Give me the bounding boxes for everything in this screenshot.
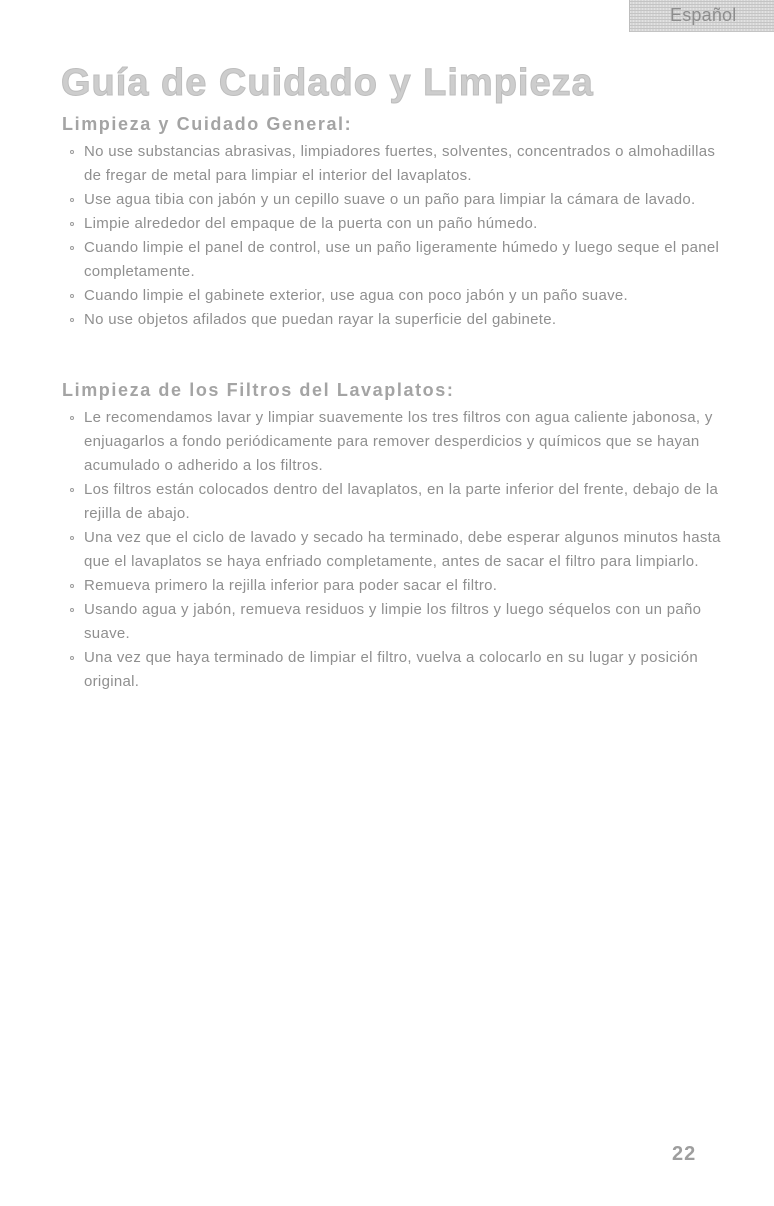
list-item xyxy=(56,526,736,574)
page-title: Guía de Cuidado y Limpieza xyxy=(61,62,594,104)
language-label: Español xyxy=(670,5,737,25)
list-item-text: No use objetos afilados que puedan rayar la superficie del gabinete. xyxy=(84,311,557,328)
section-heading-filter-cleaning: Limpieza de los Filtros del Lavaplatos: xyxy=(62,380,455,400)
list-item xyxy=(56,188,736,212)
bullet-icon xyxy=(70,416,74,420)
bullet-icon xyxy=(70,222,74,226)
list-item xyxy=(56,646,736,694)
list-item-text: Cuando limpie el gabinete exterior, use agua con poco jabón y un paño suave. xyxy=(84,287,628,304)
section-heading-general-care: Limpieza y Cuidado General: xyxy=(62,114,353,134)
list-item xyxy=(56,406,736,478)
bullet-icon xyxy=(70,294,74,298)
list-item xyxy=(56,212,736,236)
list-item xyxy=(56,140,736,188)
list-item-text: Usando agua y jabón, remueva residuos y limpie los filtros y luego séquelos con un paño suave. xyxy=(84,601,702,642)
list-item-text: Use agua tibia con jabón y un cepillo suave o un paño para limpiar la cámara de lavado. xyxy=(84,191,696,208)
list-item xyxy=(56,598,736,646)
bullet-icon xyxy=(70,584,74,588)
list-item xyxy=(56,308,736,332)
list-item-text: Una vez que haya terminado de limpiar el filtro, vuelva a colocarlo en su lugar y posición original. xyxy=(84,649,698,690)
list-item-text: Los filtros están colocados dentro del lavaplatos, en la parte inferior del frente, debajo de la rejilla de abajo. xyxy=(84,481,719,522)
bullet-icon xyxy=(70,246,74,250)
language-tab xyxy=(629,0,774,32)
list-item xyxy=(56,478,736,526)
list-item-text: Cuando limpie el panel de control, use un paño ligeramente húmedo y luego seque el panel completamente. xyxy=(84,239,720,280)
filter-cleaning-list xyxy=(56,406,736,694)
general-care-list xyxy=(56,140,736,332)
bullet-icon xyxy=(70,198,74,202)
page-number: 22 xyxy=(672,1143,697,1165)
list-item-text: Remueva primero la rejilla inferior para poder sacar el filtro. xyxy=(84,577,498,594)
bullet-icon xyxy=(70,318,74,322)
bullet-icon xyxy=(70,488,74,492)
list-item-text: No use substancias abrasivas, limpiadores fuertes, solventes, concentrados o almohadillas de fregar de metal para limpiar el interior del lavaplatos. xyxy=(84,143,716,184)
list-item-text: Limpie alrededor del empaque de la puerta con un paño húmedo. xyxy=(84,215,538,232)
bullet-icon xyxy=(70,150,74,154)
bullet-icon xyxy=(70,536,74,540)
list-item xyxy=(56,574,736,598)
list-item-text: Una vez que el ciclo de lavado y secado ha terminado, debe esperar algunos minutos hasta que el lavaplatos se haya enfriado completamente, antes de sacar el filtro para limpiarlo. xyxy=(84,529,721,570)
bullet-icon xyxy=(70,608,74,612)
list-item-text: Le recomendamos lavar y limpiar suavemente los tres filtros con agua caliente jabonosa, y enjuagarlos a fondo periódicamente para remover desperdicios y químicos que se hayan acumulado o adherido a los filtros. xyxy=(84,409,713,474)
list-item xyxy=(56,236,736,284)
list-item xyxy=(56,284,736,308)
bullet-icon xyxy=(70,656,74,660)
